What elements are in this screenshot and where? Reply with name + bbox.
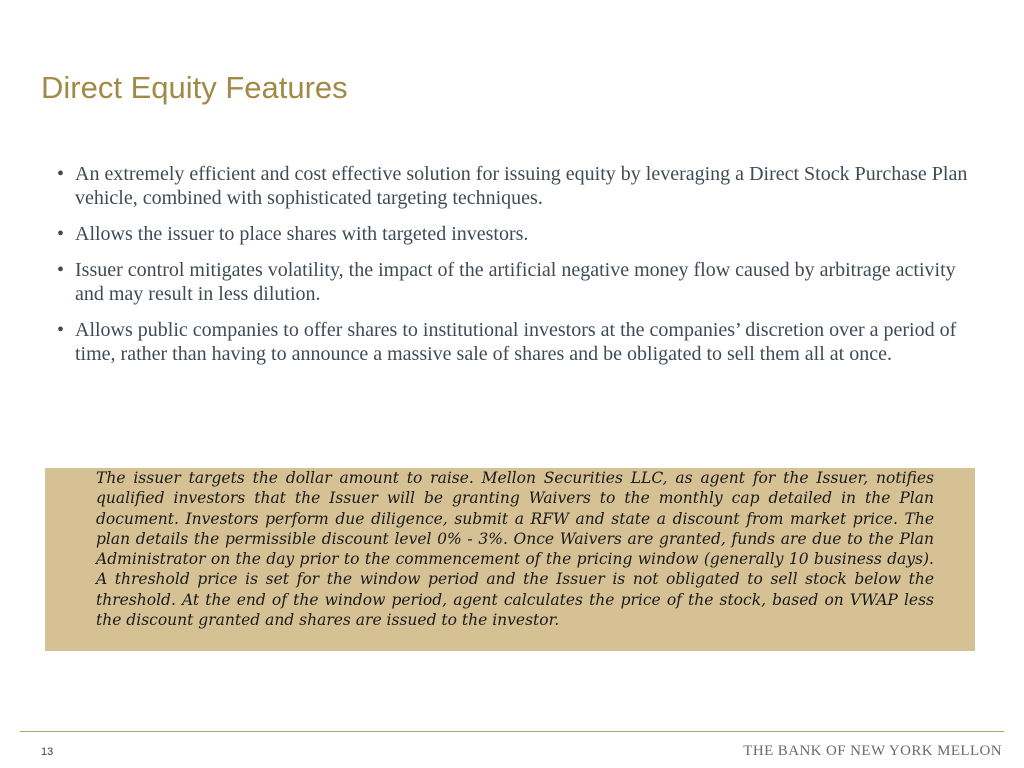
process-callout-text: The issuer targets the dollar amount to raise. Mellon Securities LLC, as agent for the Issuer, notifies qualified investors that the Issuer will be granting Waivers to the monthly cap detailed in the Plan document. Investors perform due diligence, submit a RFW and state a discount from market price. The plan details the permissible discount level 0% - 3%. Once Waivers are granted, funds are due to the Plan Administrator on the day prior to the commencement of the pricing window (generally 10 business days). A threshold price is set for the window period and the Issuer is not obligated to sell stock below the threshold. At the end of the window period, agent calculates the price of the stock, based on VWAP less the discount granted and shares are issued to the investor. [96, 469, 934, 630]
process-callout-box [45, 468, 975, 651]
slide-title: Direct Equity Features [41, 70, 348, 105]
footer-divider [20, 731, 1004, 732]
bullet-item: • Allows the issuer to place shares with targeted investors. [57, 222, 969, 246]
page-number: 13 [41, 746, 54, 758]
bullet-item: • Allows public companies to offer shares to institutional investors at the companies’ discretion over a period of time, rather than having to announce a massive sale of shares and be obligated to sell them all at once. [57, 318, 969, 366]
bullet-item: • An extremely efficient and cost effective solution for issuing equity by leveraging a Direct Stock Purchase Plan vehicle, combined with sophisticated targeting techniques. [57, 162, 969, 210]
bullet-item: • Issuer control mitigates volatility, the impact of the artificial negative money flow caused by arbitrage activity and may result in less dilution. [57, 258, 969, 306]
brand-wordmark: THE BANK OF NEW YORK MELLON [743, 743, 1002, 759]
bullet-list [57, 162, 969, 378]
